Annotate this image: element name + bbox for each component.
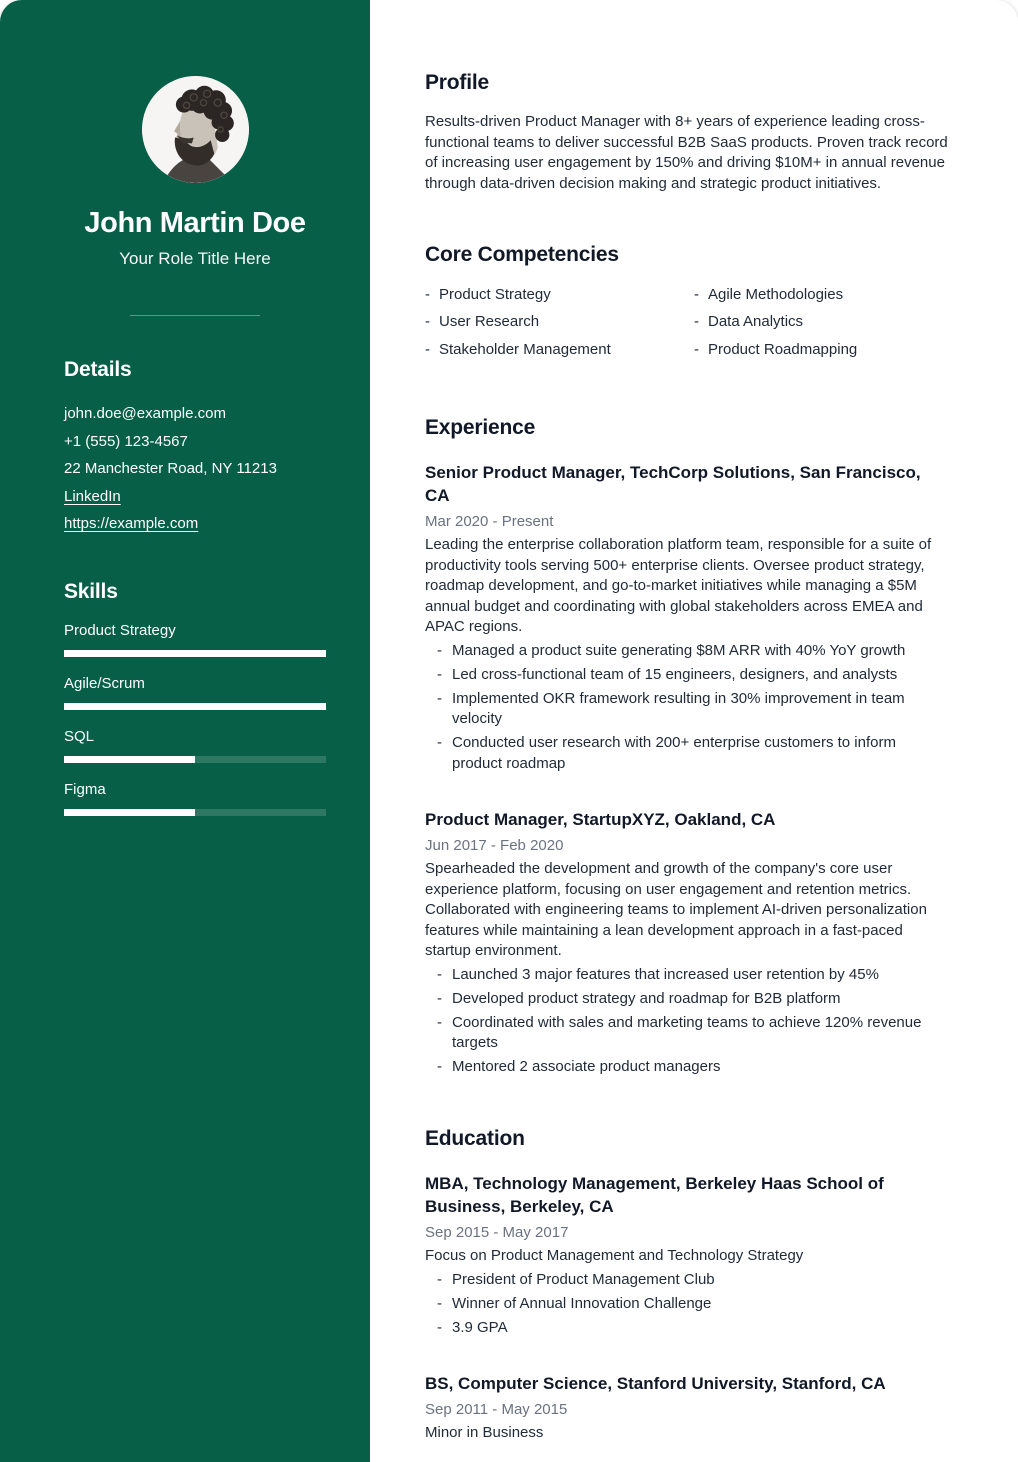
contact-address: 22 Manchester Road, NY 11213 (64, 460, 277, 478)
contact-linkedin-link[interactable]: LinkedIn (64, 487, 121, 505)
skill-label: SQL (64, 727, 95, 745)
job-dates: Mar 2020 - Present (425, 513, 554, 531)
skill-item (64, 620, 326, 657)
experience-section (425, 415, 948, 1078)
job-bullet: - Conducted user research with 200+ enterprise customers to inform product roadmap (425, 733, 948, 774)
education-heading: Education (425, 1126, 525, 1150)
core-competencies-section (425, 242, 948, 369)
sidebar (0, 0, 370, 1462)
skill-label: Figma (64, 780, 106, 798)
person-name: John Martin Doe (84, 207, 306, 239)
contact-website-link[interactable]: https://example.com (64, 515, 199, 533)
education-entry (425, 1172, 948, 1338)
competencies-column-2 (694, 287, 948, 370)
profile-photo (142, 76, 249, 183)
skill-bar (64, 703, 326, 710)
contact-email: john.doe@example.com (64, 405, 226, 423)
degree-summary: Focus on Product Management and Technology Strategy (425, 1247, 804, 1264)
competency-item: - Product Strategy (425, 287, 694, 302)
degree-bullet: - 3.9 GPA (425, 1318, 948, 1339)
job-bullet: - Implemented OKR framework resulting in 30% improvement in team velocity (425, 689, 948, 730)
degree-bullet: - Winner of Annual Innovation Challenge (425, 1294, 948, 1315)
degree-bullet: - President of Product Management Club (425, 1270, 948, 1291)
job-title: Product Manager, StartupXYZ, Oakland, CA (425, 810, 776, 830)
sidebar-divider (130, 315, 260, 316)
degree-summary: Minor in Business (425, 1424, 544, 1441)
skill-bar-fill (64, 756, 195, 763)
skill-item (64, 673, 326, 710)
job-summary: Spearheaded the development and growth of the company's core user experience platform, focusing on user engagement and retention metrics. Collaborated with engineering teams to implement AI-driven personalization features while maintaining a lean development approach in a fast-paced startup environment. (425, 860, 927, 960)
job-dates: Jun 2017 - Feb 2020 (425, 837, 564, 855)
main-content (370, 0, 1018, 1462)
degree-bullet-list (425, 1270, 948, 1339)
skill-bar (64, 809, 326, 816)
education-section (425, 1126, 948, 1444)
job-bullet: - Developed product strategy and roadmap for B2B platform (425, 989, 948, 1010)
contact-list (64, 400, 326, 538)
job-bullet: - Launched 3 major features that increased user retention by 45% (425, 965, 948, 986)
core-competencies-heading: Core Competencies (425, 243, 619, 267)
job-bullet: - Coordinated with sales and marketing teams to achieve 120% revenue targets (425, 1013, 948, 1054)
degree-dates: Sep 2015 - May 2017 (425, 1224, 569, 1241)
skill-item (64, 779, 326, 816)
skills-heading: Skills (64, 579, 118, 603)
experience-entry (425, 808, 948, 1078)
experience-heading: Experience (425, 416, 536, 439)
job-bullet: - Managed a product suite generating $8M ARR with 40% YoY growth (425, 641, 948, 662)
competency-item: - Agile Methodologies (694, 287, 948, 302)
skills-list (64, 620, 326, 816)
degree-dates: Sep 2011 - May 2015 (425, 1401, 568, 1418)
competency-item: - Product Roadmapping (694, 342, 948, 357)
job-title: Senior Product Manager, TechCorp Solutions, San Francisco, CA (425, 463, 921, 506)
education-entry (425, 1372, 948, 1444)
skill-label: Product Strategy (64, 621, 176, 639)
competencies-column-1 (425, 287, 694, 370)
job-bullet: - Mentored 2 associate product managers (425, 1057, 948, 1078)
profile-heading: Profile (425, 71, 489, 94)
skill-bar-fill (64, 809, 195, 816)
profile-section (425, 70, 948, 194)
details-heading: Details (64, 358, 132, 382)
competency-item: - User Research (425, 314, 694, 329)
competencies-grid (425, 287, 948, 370)
skill-bar (64, 650, 326, 657)
competency-item: - Stakeholder Management (425, 342, 694, 357)
role-title: Your Role Title Here (119, 249, 271, 269)
skill-item (64, 726, 326, 763)
skill-bar-fill (64, 703, 326, 710)
job-bullet-list (425, 641, 948, 775)
job-bullet: - Led cross-functional team of 15 engineers, designers, and analysts (425, 665, 948, 686)
contact-phone: +1 (555) 123-4567 (64, 432, 188, 450)
job-bullet-list (425, 965, 948, 1078)
skill-bar-fill (64, 650, 326, 657)
skill-label: Agile/Scrum (64, 674, 145, 692)
degree-title: MBA, Technology Management, Berkeley Haas School of Business, Berkeley, CA (425, 1174, 884, 1216)
skill-bar (64, 756, 326, 763)
competency-item: - Data Analytics (694, 314, 948, 329)
degree-title: BS, Computer Science, Stanford University, Stanford, CA (425, 1374, 886, 1393)
job-summary: Leading the enterprise collaboration platform team, responsible for a suite of productivity tools serving 500+ enterprise clients. Oversee product strategy, roadmap development, and go-to-market initiatives while managing a $5M annual budget and coordinating with global stakeholders across EMEA and APAC regions. (425, 536, 932, 636)
profile-text: Results-driven Product Manager with 8+ years of experience leading cross-functional teams to deliver successful B2B SaaS products. Proven track record of increasing user engagement by 150% and driving $10M+ in annual revenue through data-driven decision making and strategic product initiatives. (425, 113, 948, 192)
experience-entry (425, 461, 948, 774)
